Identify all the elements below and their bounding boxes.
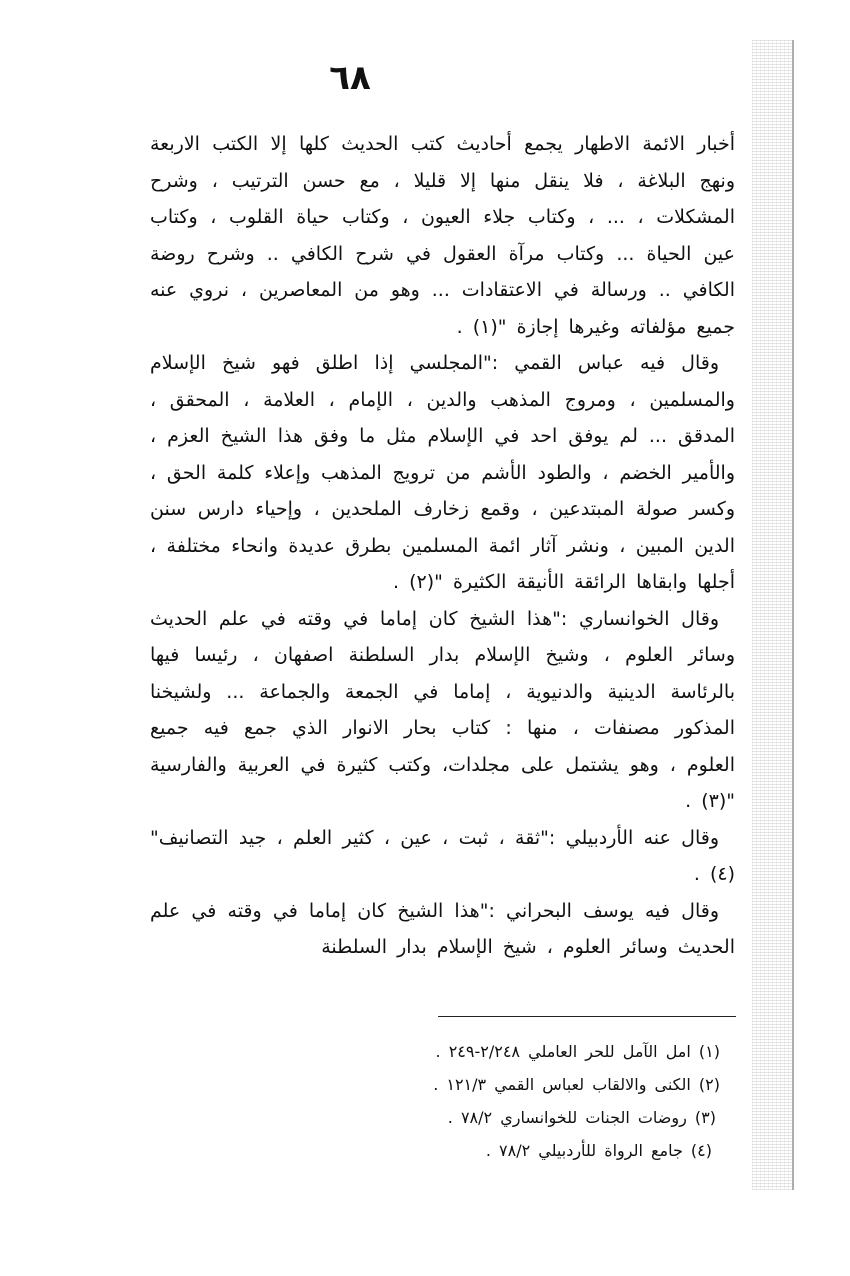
- paragraph-4: وقال عنه الأردبيلي :"ثقة ، ثبت ، عين ، كثير العلم ، جيد التصانيف"(٤) .: [150, 826, 735, 885]
- footnote-divider: [438, 1016, 736, 1017]
- scan-edge-line: [792, 40, 794, 1190]
- paragraph-5: وقال فيه يوسف البحراني :"هذا الشيخ كان إماما في وقته في علم الحديث وسائر العلوم ، شيخ الإسلام بدار السلطنة: [150, 899, 735, 958]
- scan-edge-texture: [752, 40, 792, 1190]
- page-number: ٦٨: [329, 58, 371, 98]
- footnote-1: (١) امل الآمل للحر العاملي ٢/٢٤٨-٢٤٩ .: [435, 1042, 720, 1061]
- paragraph-2: وقال فيه عباس القمي :"المجلسي إذا اطلق فهو شيخ الإسلام والمسلمين ، ومروج المذهب والدين ، الإمام ، العلامة ، المحقق ، المدقق ... لم يوفق احد في الإسلام مثل ما وفق هذا الشيخ العزم ، والأمير الخضم ، والطود الأشم من ترويج المذهب وإعلاء كلمة الحق ، وكسر صولة المبتدعين ، وقمع زخارف الملحدين ، وإحياء دارس سنن الدين المبين ، ونشر آثار ائمة المسلمين بطرق عديدة وانحاء مختلفة ، أجلها وابقاها الرائقة الأنيقة الكثيرة "(٢) .: [150, 352, 735, 593]
- paragraph-3: وقال الخوانساري :"هذا الشيخ كان إماما في وقته في علم الحديث وسائر العلوم ، وشيخ الإسلام بدار السلطنة اصفهان ، رئيسا فيها بالرئاسة الدينية والدنيوية ، إماما في الجمعة والجماعة ... ولشيخنا المذكور مصنفات ، منها : كتاب بحار الانوار الذي جمع فيه جميع العلوم ، وهو يشتمل على مجلدات، وكتب كثيرة في العربية والفارسية "(٣) .: [150, 607, 735, 812]
- footnotes: [300, 1035, 720, 1167]
- main-text: [150, 126, 735, 966]
- footnote-4: (٤) جامع الرواة للأردبيلي ٧٨/٢ .: [485, 1141, 712, 1160]
- footnote-3: (٣) روضات الجنات للخوانساري ٧٨/٢ .: [447, 1108, 716, 1127]
- paragraph-1: أخبار الائمة الاطهار يجمع أحاديث كتب الحديث كلها إلا الكتب الاربعة ونهج البلاغة ، فلا ينقل منها إلا قليلا ، مع حسن الترتيب ، وشرح المشكلات ، ... ، وكتاب جلاء العيون ، وكتاب حياة القلوب ، وكتاب عين الحياة ... وكتاب مرآة العقول في شرح الكافي .. وشرح روضة الكافي .. ورسالة في الاعتقادات ... وهو من المعاصرين ، نروي عنه جميع مؤلفاته وغيرها إجازة "(١) .: [150, 133, 735, 338]
- footnote-2: (٢) الكنى والالقاب لعباس القمي ١٢١/٣ .: [433, 1075, 720, 1094]
